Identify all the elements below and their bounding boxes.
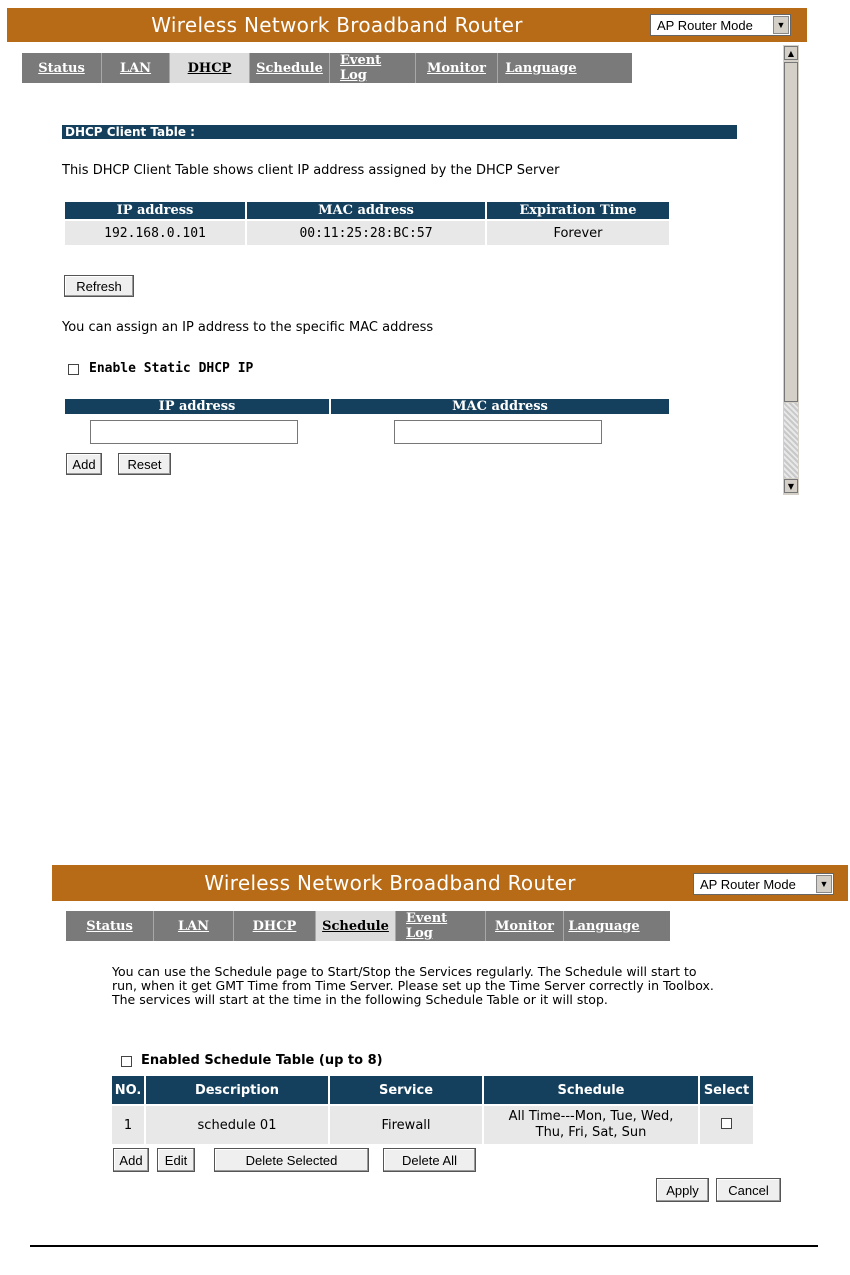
schedule-intro bbox=[112, 965, 802, 1007]
table-header-row bbox=[65, 399, 669, 414]
static-dhcp-table bbox=[63, 397, 671, 416]
add-button[interactable]: Add bbox=[66, 453, 102, 475]
tab-status[interactable]: Status bbox=[22, 53, 102, 83]
enable-static-dhcp-checkbox[interactable] bbox=[68, 364, 79, 375]
nav-tabs bbox=[22, 53, 632, 83]
col-no: NO. bbox=[112, 1076, 144, 1104]
cancel-button[interactable]: Cancel bbox=[716, 1178, 781, 1202]
reset-button[interactable]: Reset bbox=[118, 453, 171, 475]
mode-select[interactable] bbox=[650, 14, 791, 36]
tab-dhcp[interactable]: DHCP bbox=[234, 911, 316, 941]
add-button[interactable]: Add bbox=[113, 1148, 149, 1172]
tab-dhcp[interactable]: DHCP bbox=[170, 53, 250, 83]
col-mac-address: MAC address bbox=[331, 399, 669, 414]
tab-monitor[interactable]: Monitor bbox=[416, 53, 498, 83]
table-header-row bbox=[112, 1076, 753, 1104]
col-select: Select bbox=[700, 1076, 753, 1104]
tab-schedule[interactable]: Schedule bbox=[250, 53, 330, 83]
scroll-down-icon[interactable]: ▼ bbox=[784, 479, 798, 493]
apply-button[interactable]: Apply bbox=[656, 1178, 709, 1202]
nav-tabs bbox=[66, 911, 670, 941]
intro-line-3: The services will start at the time in the following Schedule Table or it will stop. bbox=[112, 992, 608, 1007]
mode-select-value: AP Router Mode bbox=[657, 17, 753, 33]
enable-schedule-checkbox[interactable] bbox=[121, 1056, 132, 1067]
router-title: Wireless Network Broadband Router bbox=[204, 871, 576, 895]
delete-selected-button[interactable]: Delete Selected bbox=[214, 1148, 369, 1172]
cell-service: Firewall bbox=[330, 1106, 482, 1144]
cell-schedule bbox=[484, 1106, 698, 1144]
dhcp-screenshot bbox=[0, 0, 810, 495]
static-mac-input[interactable] bbox=[394, 420, 602, 444]
cell-mac: 00:11:25:28:BC:57 bbox=[247, 221, 485, 245]
enable-static-dhcp-label: Enable Static DHCP IP bbox=[89, 361, 254, 376]
tab-event-log[interactable]: Event Log bbox=[330, 53, 416, 83]
scroll-track[interactable] bbox=[784, 403, 798, 478]
refresh-button[interactable]: Refresh bbox=[64, 275, 134, 297]
tab-language[interactable]: Language bbox=[568, 918, 640, 934]
col-ip-address: IP address bbox=[65, 399, 329, 414]
tab-status[interactable]: Status bbox=[66, 911, 154, 941]
tab-schedule[interactable]: Schedule bbox=[316, 911, 396, 941]
tab-lan[interactable]: LAN bbox=[102, 53, 170, 83]
tab-monitor[interactable]: Monitor bbox=[486, 911, 564, 941]
tab-language[interactable]: Language bbox=[505, 60, 577, 76]
intro-line-1: You can use the Schedule page to Start/Stop the Services regularly. The Schedule will start to bbox=[112, 964, 697, 979]
col-ip-address: IP address bbox=[65, 202, 245, 219]
scroll-up-icon[interactable]: ▲ bbox=[784, 46, 798, 60]
router-title: Wireless Network Broadband Router bbox=[151, 13, 523, 37]
schedule-line-2: Thu, Fri, Sat, Sun bbox=[535, 1125, 647, 1140]
table-row bbox=[65, 221, 669, 245]
delete-all-button[interactable]: Delete All bbox=[383, 1148, 476, 1172]
chevron-down-icon[interactable]: ▼ bbox=[773, 16, 789, 34]
col-mac-address: MAC address bbox=[247, 202, 485, 219]
schedule-screenshot bbox=[0, 860, 850, 1220]
assign-text: You can assign an IP address to the specific MAC address bbox=[62, 320, 434, 335]
cell-no: 1 bbox=[112, 1106, 144, 1144]
tab-event-log[interactable]: Event Log bbox=[396, 911, 486, 941]
schedule-table bbox=[110, 1074, 755, 1146]
dhcp-client-table bbox=[63, 200, 671, 247]
chevron-down-icon[interactable]: ▼ bbox=[816, 875, 832, 893]
schedule-line-1: All Time---Mon, Tue, Wed, bbox=[508, 1109, 674, 1124]
cell-ip: 192.168.0.101 bbox=[65, 221, 245, 245]
scroll-thumb[interactable] bbox=[784, 62, 798, 402]
edit-button[interactable]: Edit bbox=[157, 1148, 195, 1172]
table-header-row bbox=[65, 202, 669, 219]
cell-select bbox=[700, 1106, 753, 1144]
mode-select-value: AP Router Mode bbox=[700, 876, 796, 892]
row-select-checkbox[interactable] bbox=[721, 1118, 732, 1129]
cell-description: schedule 01 bbox=[146, 1106, 328, 1144]
dhcp-client-table-title: DHCP Client Table : bbox=[62, 125, 737, 139]
footer-rule bbox=[30, 1245, 818, 1247]
intro-line-2: run, when it get GMT Time from Time Server. Please set up the Time Server correctly in Toolbox. bbox=[112, 978, 714, 993]
static-ip-input[interactable] bbox=[90, 420, 298, 444]
mode-select[interactable] bbox=[693, 873, 834, 895]
table-row bbox=[112, 1106, 753, 1144]
enable-schedule-label: Enabled Schedule Table (up to 8) bbox=[141, 1053, 383, 1068]
cell-expiration: Forever bbox=[487, 221, 669, 245]
col-expiration-time: Expiration Time bbox=[487, 202, 669, 219]
scrollbar[interactable] bbox=[783, 45, 799, 495]
col-description: Description bbox=[146, 1076, 328, 1104]
tab-lan[interactable]: LAN bbox=[154, 911, 234, 941]
col-service: Service bbox=[330, 1076, 482, 1104]
col-schedule: Schedule bbox=[484, 1076, 698, 1104]
dhcp-description: This DHCP Client Table shows client IP address assigned by the DHCP Server bbox=[62, 163, 560, 178]
